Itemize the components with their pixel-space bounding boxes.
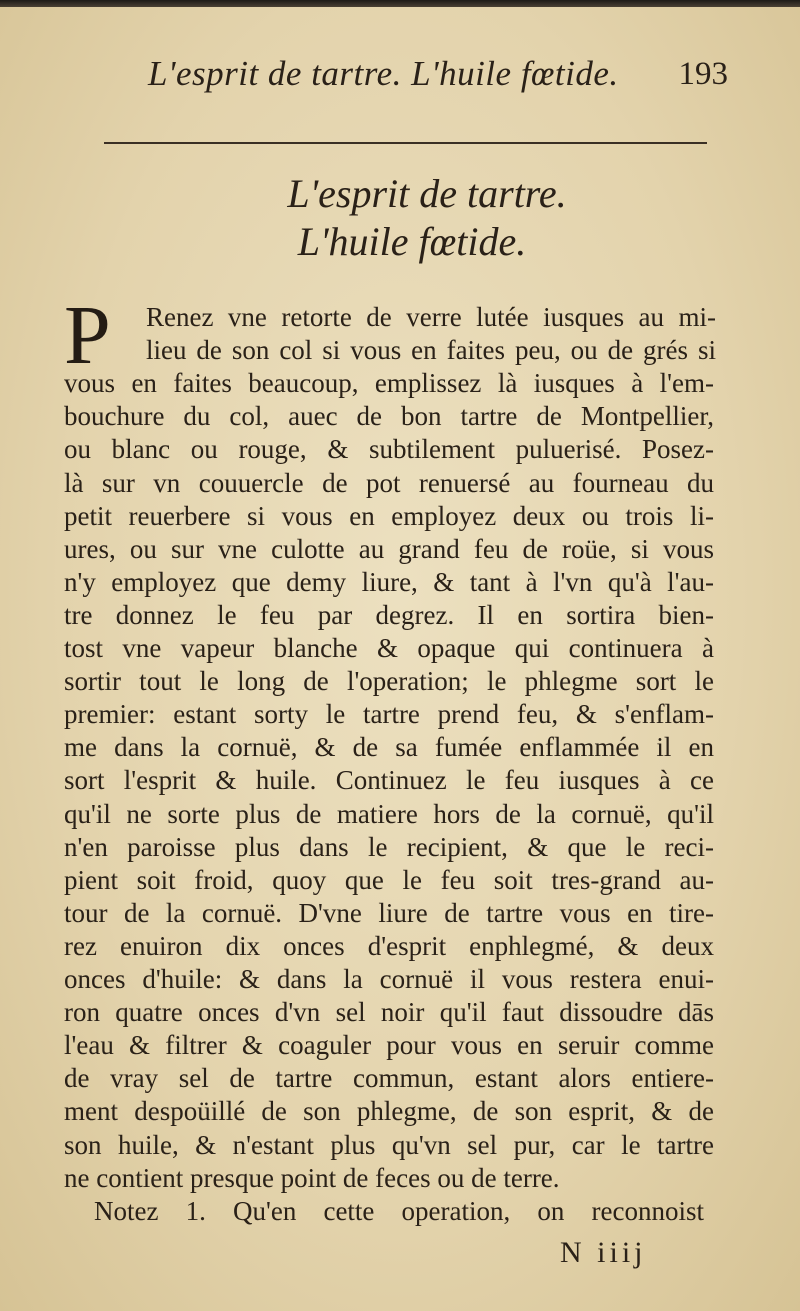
text-line: vous en faites beaucoup, emplissez là iusques à l'em- [64, 368, 714, 399]
text-line: petit reuerbere si vous en employez deux ou trois li- [64, 500, 714, 531]
text-line: tost vne vapeur blanche & opaque qui continuera à [64, 633, 714, 663]
text-line: n'y employez que demy liure, & tant à l'vn qu'à l'au- [64, 566, 714, 597]
header-rule [104, 142, 707, 144]
text-line: tour de la cornuë. D'vne liure de tartre vous en tire- [64, 897, 714, 928]
text-line: sort l'esprit & huile. Continuez le feu iusques à ce [64, 765, 714, 796]
text-line: ne contient presque point de feces ou de terre. [64, 1162, 560, 1193]
text-line: tre donnez le feu par degrez. Il en sortira bien- [64, 599, 714, 630]
text-line: sortir tout le long de l'operation; le phlegme sort le [64, 666, 714, 697]
page-number: 193 [678, 56, 728, 92]
text-line: l'eau & filtrer & coaguler pour vous en seruir comme [64, 1030, 714, 1061]
scan-edge [0, 0, 800, 7]
running-title: L'esprit de tartre. L'huile fœtide. [148, 54, 619, 93]
text-line: bouchure du col, auec de bon tartre de Montpellier, [64, 401, 714, 432]
drop-cap: P [64, 289, 111, 382]
text-line: lieu de son col si vous en faites peu, ou de grés si [146, 335, 716, 366]
text-line: onces d'huile: & dans la cornuë il vous restera enui- [64, 964, 714, 994]
text-line: premier: estant sorty le tartre prend feu, & s'enflam- [64, 699, 714, 730]
text-line: ron quatre onces d'vn sel noir qu'il faut dissoudre dās [64, 997, 714, 1028]
text-line: de vray sel de tartre commun, estant alors entiere- [64, 1063, 714, 1094]
section-heading-line1: L'esprit de tartre. [287, 171, 567, 216]
text-line: qu'il ne sorte plus de matiere hors de la cornuë, qu'il [64, 798, 714, 829]
text-line: me dans la cornuë, & de sa fumée enflammée il en [64, 732, 714, 763]
text-line: n'en paroisse plus dans le recipient, & que le reci- [64, 831, 714, 862]
text-line: Notez 1. Qu'en cette operation, on reconnoist [94, 1195, 704, 1226]
signature-mark: N iiij [560, 1236, 647, 1269]
text-line: son huile, & n'estant plus qu'vn sel pur, car le tartre [64, 1129, 714, 1160]
page-header [148, 50, 728, 100]
text-line: ment despoüillé de son phlegme, de son esprit, & de [64, 1096, 714, 1127]
text-line: ou blanc ou rouge, & subtilement puluerisé. Posez- [64, 434, 714, 465]
text-line: ures, ou sur vne culotte au grand feu de roüe, si vous [64, 533, 714, 564]
text-line: Renez vne retorte de verre lutée iusques au mi- [146, 302, 716, 332]
text-line: là sur vn couuercle de pot renuersé au fourneau du [64, 467, 714, 498]
section-heading-line2: L'huile fœtide. [297, 219, 527, 264]
text-line: pient soit froid, quoy que le feu soit tres-grand au- [64, 864, 714, 895]
text-line: rez enuiron dix onces d'esprit enphlegmé, & deux [64, 930, 714, 961]
